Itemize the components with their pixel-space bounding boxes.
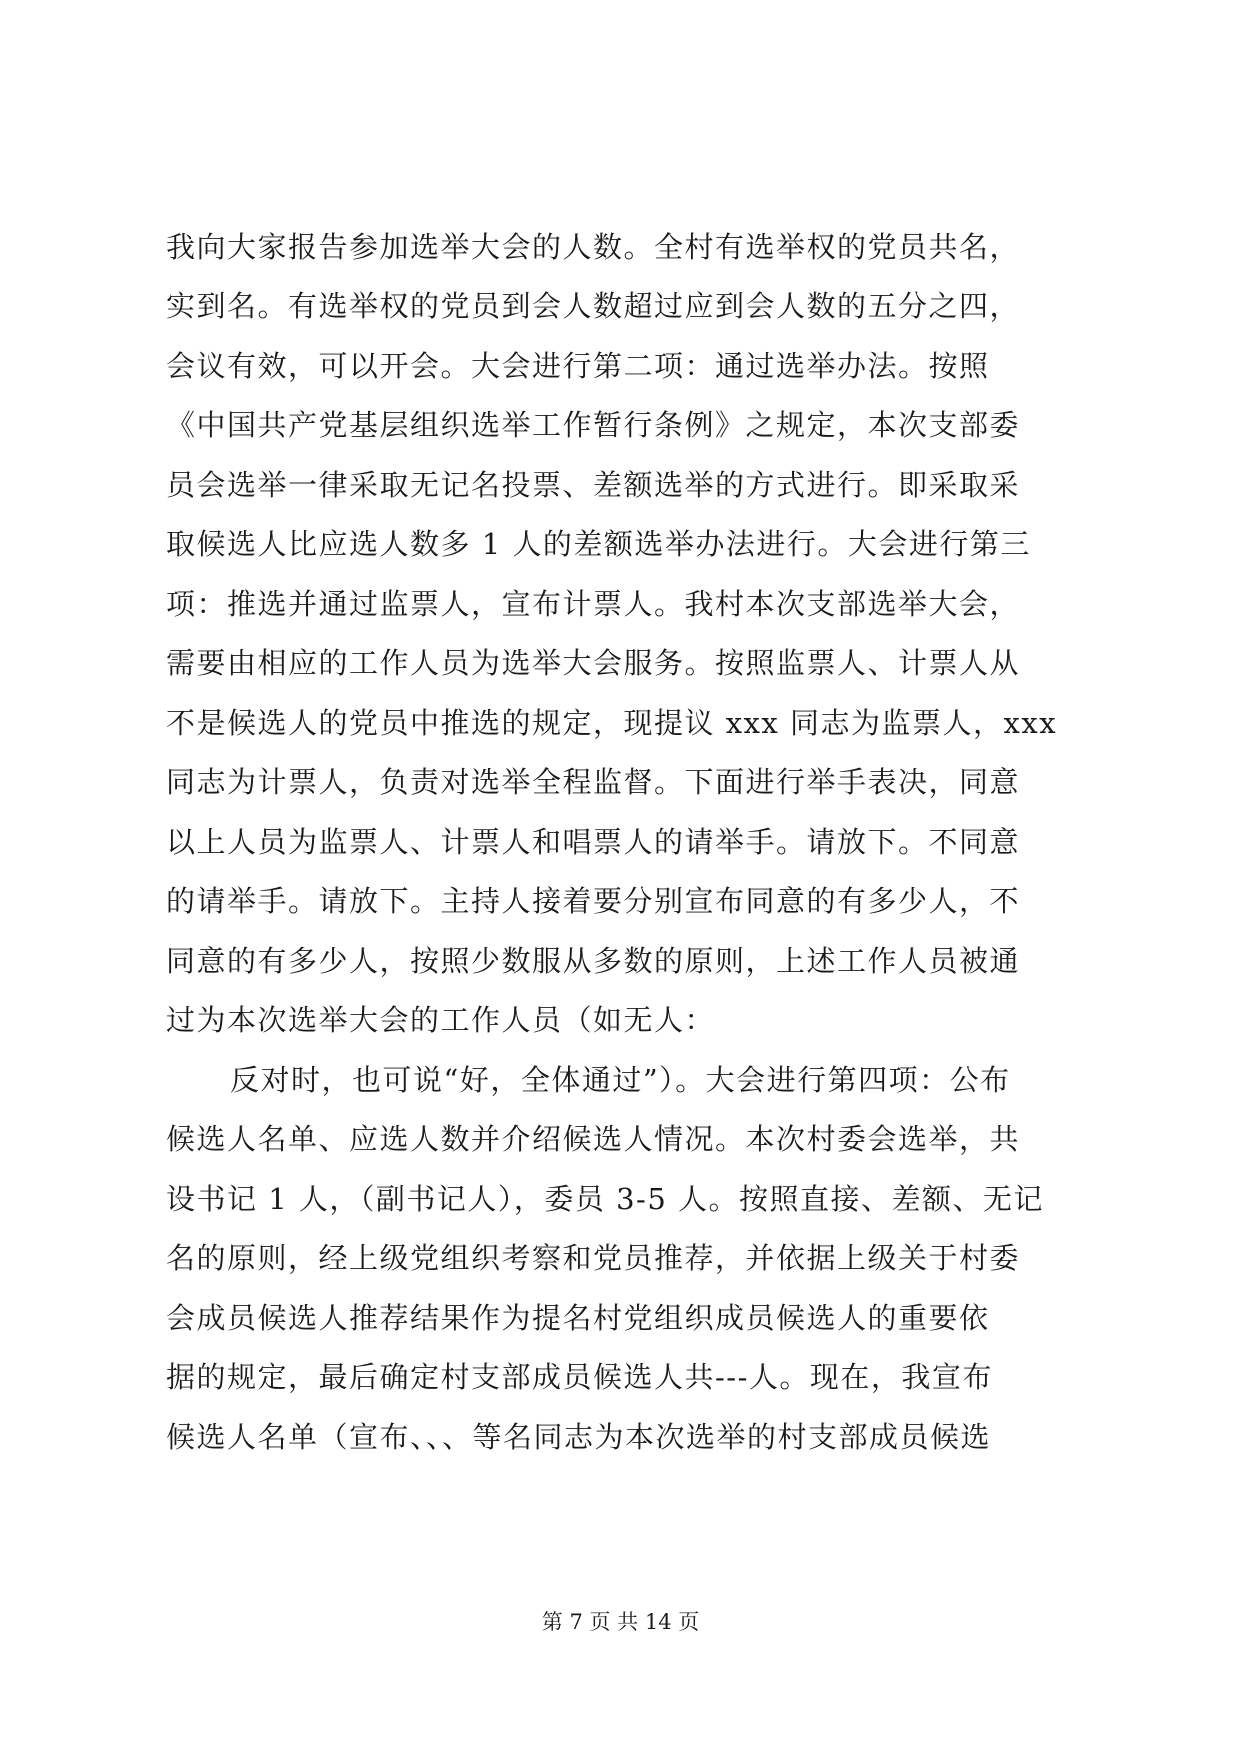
body-text-line: 候选人名单（宣布、、、等名同志为本次选举的村支部成员候选 [166, 1420, 992, 1454]
body-text-line: 候选人名单、应选人数并介绍候选人情况。本次村委会选举，共 [166, 1122, 1021, 1156]
page-number-footer: 第 7 页 共 14 页 [541, 1610, 700, 1634]
body-text-line: 以上人员为监票人、计票人和唱票人的请举手。请放下。不同意 [166, 825, 1021, 859]
body-text-line: 名的原则，经上级党组织考察和党员推荐，并依据上级关于村委 [166, 1241, 1021, 1275]
body-text-line: 《中国共产党基层组织选举工作暂行条例》之规定，本次支部委 [166, 408, 1021, 442]
body-text-line: 同意的有多少人，按照少数服从多数的原则，上述工作人员被通 [166, 944, 1021, 978]
body-text-line: 员会选举一律采取无记名投票、差额选举的方式进行。即采取采 [166, 468, 1021, 502]
body-text-line: 据的规定，最后确定村支部成员候选人共---人。现在，我宣布 [166, 1360, 993, 1394]
body-text-line: 不是候选人的党员中推选的规定，现提议 xxx 同志为监票人，xxx [166, 706, 1058, 740]
body-text-line: 取候选人比应选人数多 1 人的差额选举办法进行。大会进行第三 [166, 527, 1031, 561]
body-text-line: 需要由相应的工作人员为选举大会服务。按照监票人、计票人从 [166, 646, 1021, 680]
body-text-line: 会议有效，可以开会。大会进行第二项：通过选举办法。按照 [166, 349, 990, 383]
body-text-line: 同志为计票人，负责对选举全程监督。下面进行举手表决，同意 [166, 765, 1021, 799]
body-text-line: 项：推选并通过监票人，宣布计票人。我村本次支部选举大会， [166, 587, 1021, 621]
body-text-line: 实到名。有选举权的党员到会人数超过应到会人数的五分之四， [166, 289, 1021, 323]
paragraph-first-line: 反对时，也可说“好，全体通过”）。大会进行第四项：公布 [230, 1063, 1011, 1097]
body-text-line: 的请举手。请放下。主持人接着要分别宣布同意的有多少人，不 [166, 884, 1021, 918]
body-text-line: 会成员候选人推荐结果作为提名村党组织成员候选人的重要依 [166, 1301, 990, 1335]
body-text-line: 我向大家报告参加选举大会的人数。全村有选举权的党员共名， [166, 230, 1021, 264]
body-text-line: 过为本次选举大会的工作人员（如无人： [166, 1003, 716, 1037]
body-text-line: 设书记 1 人，（副书记人），委员 3-5 人。按照直接、差额、无记 [166, 1182, 1045, 1216]
